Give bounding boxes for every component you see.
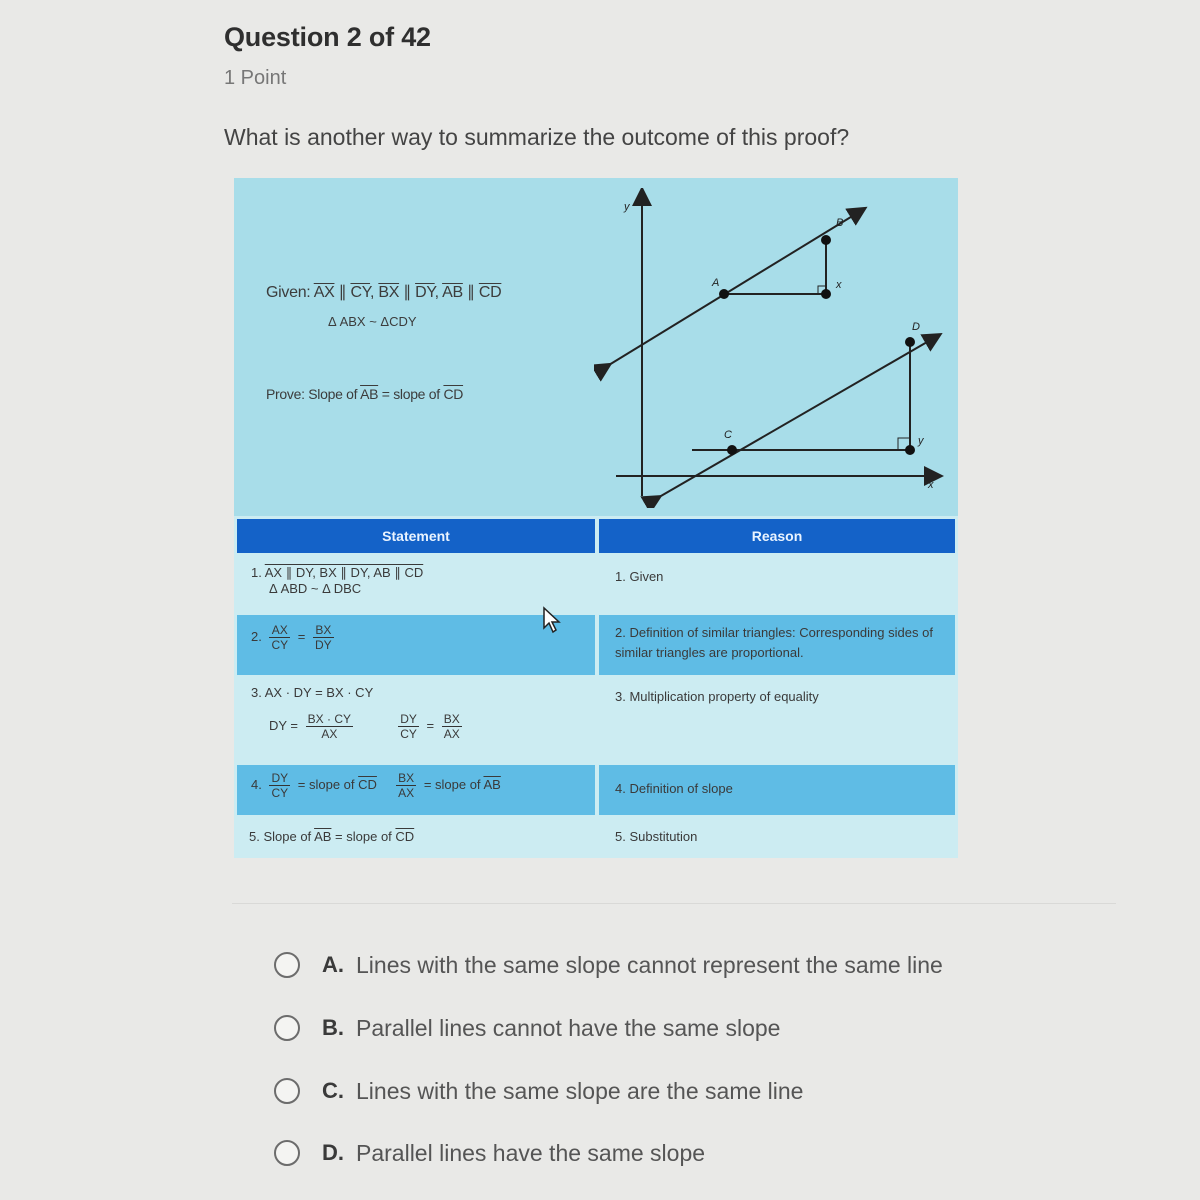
segment-label: $\overline{AB}$ [483,776,501,792]
question-header [224,22,431,90]
option-b[interactable] [274,1008,1054,1048]
header-reason: Reason [599,519,955,553]
radio-button[interactable] [274,1015,300,1041]
reason-cell [599,615,955,675]
header-statement: Statement [237,519,595,553]
reason-text: 4. Definition of slope [615,781,733,796]
radio-button[interactable] [274,952,300,978]
question-points: 1 Point [224,67,287,89]
equals-sign: = [297,628,306,644]
numerator: AX [269,623,290,638]
reason-text: 1. Given [615,569,664,584]
point-a [719,289,729,299]
statement-line: AX ∥ DY, BX ∥ DY, AB ∥ CD [264,565,424,580]
label-d: D [912,321,920,333]
table-row [237,675,955,765]
fraction [269,771,290,800]
coordinate-graph [594,188,944,508]
reason-cell [599,765,955,815]
x-axis-label: x [928,479,934,491]
reason-text: 3. Multiplication property of equality [615,689,819,704]
point-b [821,235,831,245]
radio-button[interactable] [274,1140,300,1166]
statement-text [249,829,414,844]
figure-top-panel [234,178,958,516]
radio-button[interactable] [274,1078,300,1104]
option-text: Lines with the same slope cannot represent the same line [356,951,943,978]
statement-prefix: Slope of [263,829,312,844]
numerator: BX [443,712,460,726]
table-row [237,815,955,858]
row-number: 3. [251,685,262,700]
option-letter: A. [322,952,344,977]
point-d [905,337,915,347]
numerator: BX [313,623,334,638]
segment-label: $\overline{AB}$ [314,829,332,844]
statement-line: Δ ABD ~ Δ DBC [269,581,362,596]
reason-cell [599,555,955,615]
point-c [727,445,737,455]
question-prompt: What is another way to summarize the outcome of this proof? [224,124,850,150]
given-seg: $\overline{CY}$ [350,284,371,301]
given-seg: $\overline{AB}$ [442,284,463,301]
label-x: x [836,279,842,291]
table-row [237,765,955,815]
option-letter: D. [322,1140,344,1165]
option-text: Parallel lines cannot have the same slope [356,1014,781,1041]
option-letter: B. [322,1015,344,1040]
fraction [398,712,419,741]
dy-prefix: DY = [269,717,299,733]
given-seg: $\overline{CD}$ [478,284,502,301]
prove-statement [266,386,463,402]
denominator: CY [400,727,417,741]
point-x [821,289,831,299]
row-number: 4. [251,776,262,792]
equals-sign: = [426,717,435,733]
fraction [269,623,290,652]
segment-label: $\overline{CD}$ [358,776,377,792]
point-y [905,445,915,455]
option-text: Lines with the same slope are the same line [356,1077,804,1104]
table-row [237,555,955,615]
reason-text: 5. Substitution [615,829,698,844]
statement-cell [237,675,595,765]
given-label: Given: [266,284,311,301]
row-number: 5. [249,829,260,844]
numerator: BX · CY [307,712,351,726]
row-number: 2. [251,628,262,644]
label-a: A [712,277,720,289]
option-letter: C. [322,1078,344,1103]
question-title: Question 2 of 42 [224,22,431,52]
statement-text [251,623,338,652]
prove-seg: $\overline{CD}$ [443,386,464,402]
statement-text [251,685,466,741]
numerator: DY [400,712,417,726]
numerator: DY [271,771,289,785]
numerator: BX [398,771,415,785]
segment-label: $\overline{CD}$ [395,829,415,844]
given-statement [266,282,501,329]
given-similarity: Δ ABX ~ ΔCDY [328,314,417,329]
slope-text: = slope of [297,776,355,792]
statement-line: AX · DY = BX · CY [264,685,374,700]
label-b: B [836,217,844,229]
fraction [396,771,416,800]
denominator: DY [314,638,332,652]
option-c[interactable] [274,1071,1054,1111]
denominator: CY [271,638,289,652]
given-seg: $\overline{DY}$ [415,284,435,301]
label-y: y [918,435,924,447]
mouse-cursor-icon [542,606,564,634]
prove-seg: $\overline{AB}$ [360,386,379,402]
option-a[interactable] [274,945,1054,985]
fraction [442,712,462,741]
row-number: 1. [251,565,262,580]
table-row [237,615,955,675]
option-d[interactable] [274,1133,1054,1173]
option-text: Parallel lines have the same slope [356,1139,706,1166]
reason-cell [599,815,955,858]
prove-prefix: Prove: Slope of [266,386,358,402]
denominator: AX [398,786,415,800]
denominator: CY [271,786,289,800]
statement-cell [237,815,595,858]
given-seg: $\overline{AX}$ [313,284,335,301]
prove-mid: = slope of [381,386,440,402]
statement-text [251,771,501,800]
statement-mid: = slope of [335,829,392,844]
denominator: AX [443,727,460,741]
given-seg: $\overline{BX}$ [378,284,400,301]
proof-figure [234,178,958,858]
fraction [313,623,334,652]
fraction [306,712,353,741]
reason-text: 2. Definition of similar triangles: Corresponding sides of similar triangles are proportional. [615,625,933,660]
divider [232,903,1116,904]
denominator: AX [321,727,338,741]
slope-text: = slope of [423,776,481,792]
label-c: C [724,429,732,441]
reason-cell [599,675,955,765]
y-axis-label: y [624,201,630,213]
given-line: Given: $\overline{AX}$ ∥ $\overline{CY}$, $\overline{BX}$ ∥ $\overline{DY}$, $\overline{AB}$ ∥ $\overline{CD}$ [266,284,502,301]
statement-text [251,565,423,596]
statement-cell [237,765,595,815]
